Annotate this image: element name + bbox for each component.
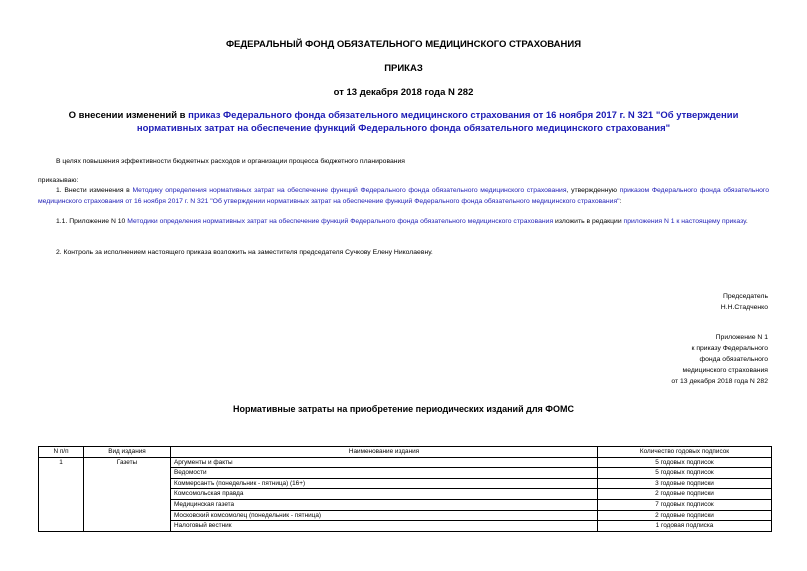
publication-name: Медицинская газета — [171, 499, 598, 510]
appendix-block — [671, 332, 768, 387]
signature-name: Н.Н.Стадченко — [720, 304, 768, 311]
item-1-end: : — [619, 197, 622, 205]
signature-title: Председатель — [723, 293, 768, 300]
order-word: приказываю: — [38, 177, 79, 184]
appendix-line: Приложение N 1 — [715, 334, 768, 341]
appendix-line: к приказу Федерального — [691, 345, 768, 352]
periodicals-table — [38, 446, 772, 532]
subscription-count: 2 годовые подписки — [598, 489, 772, 500]
heading-prefix: О внесении изменений в — [68, 110, 189, 121]
item-1-1-paragraph — [38, 217, 769, 228]
item-1-start: 1. Внести изменения в — [56, 187, 133, 194]
item-1-mid: , утвержденную — [566, 187, 620, 194]
appendix-line: медицинского страхования — [682, 367, 768, 374]
row-type: Газеты — [84, 457, 171, 531]
signature-block — [721, 291, 768, 313]
subscription-count: 5 годовых подписок — [598, 468, 772, 479]
appendix-line: от 13 декабря 2018 года N 282 — [671, 378, 768, 385]
intro-paragraph: В целях повышения эффективности бюджетных расходов и организации процесса бюджетного планирования — [56, 158, 405, 165]
document-date-number: от 13 декабря 2018 года N 282 — [333, 87, 474, 98]
item-1-1-methodology-link[interactable]: Методики определения нормативных затрат на обеспечение функций Федерального фонда обязательного медицинского страхования — [127, 218, 554, 225]
item-1-1-start: 1.1. Приложение N 10 — [56, 218, 128, 225]
item-1-methodology-link[interactable]: Методику определения нормативных затрат на обеспечение функций Федерального фонда обязательного медицинского страхования — [132, 187, 567, 194]
item-1-1-mid: изложить в редакции — [553, 218, 624, 225]
publication-name: Московский комсомолец (понедельник - пятница) — [171, 510, 598, 521]
row-number: 1 — [39, 457, 84, 531]
publication-name: Налоговый вестник — [171, 521, 598, 532]
subscription-count: 3 годовые подписки — [598, 478, 772, 489]
column-header-name: Наименование издания — [171, 447, 598, 458]
heading-link[interactable]: приказ Федерального фонда обязательного медицинского страхования от 16 ноября 2017 г. N 321 "Об утверждении нормативных затрат на обеспечение функций Федерального фонда обязательного медицинского страхования" — [136, 110, 739, 134]
document-type: ПРИКАЗ — [384, 63, 423, 74]
table-header-row — [39, 447, 772, 458]
document-heading — [0, 110, 807, 135]
table-title: Нормативные затраты на приобретение периодических изданий для ФОМС — [233, 404, 574, 414]
column-header-type: Вид издания — [84, 447, 171, 458]
publication-name: Ведомости — [171, 468, 598, 479]
organization-title: ФЕДЕРАЛЬНЫЙ ФОНД ОБЯЗАТЕЛЬНОГО МЕДИЦИНСКОГО СТРАХОВАНИЯ — [225, 39, 582, 50]
publication-name: Аргументы и факты — [171, 457, 598, 468]
publication-name: Комсомольская правда — [171, 489, 598, 500]
item-1-1-end: . — [745, 218, 748, 225]
subscription-count: 2 годовые подписки — [598, 510, 772, 521]
item-1-paragraph — [38, 186, 769, 207]
item-2-paragraph: 2. Контроль за исполнением настоящего приказа возложить на заместителя председателя Сучкову Елену Николаевну. — [56, 249, 433, 256]
subscription-count: 1 годовая подписка — [598, 521, 772, 532]
item-1-1-appendix-link[interactable]: приложения N 1 к настоящему приказу — [623, 218, 746, 225]
publication-name: Коммерсантъ (понедельник - пятница) (16+) — [171, 478, 598, 489]
appendix-line: фонда обязательного — [699, 356, 768, 363]
item-1-order-link[interactable]: приказом Федерального фонда обязательного медицинского страхования от 16 ноября 2017 г. N 321 "Об утверждении нормативных затрат на обеспечение функций Федерального фонда обязательного медицинского страхования" — [38, 187, 770, 205]
subscription-count: 5 годовых подписок — [598, 457, 772, 468]
column-header-quantity: Количество годовых подписок — [598, 447, 772, 458]
subscription-count: 7 годовых подписок — [598, 499, 772, 510]
column-header-number: N п/п — [39, 447, 84, 458]
table-row — [39, 457, 772, 468]
